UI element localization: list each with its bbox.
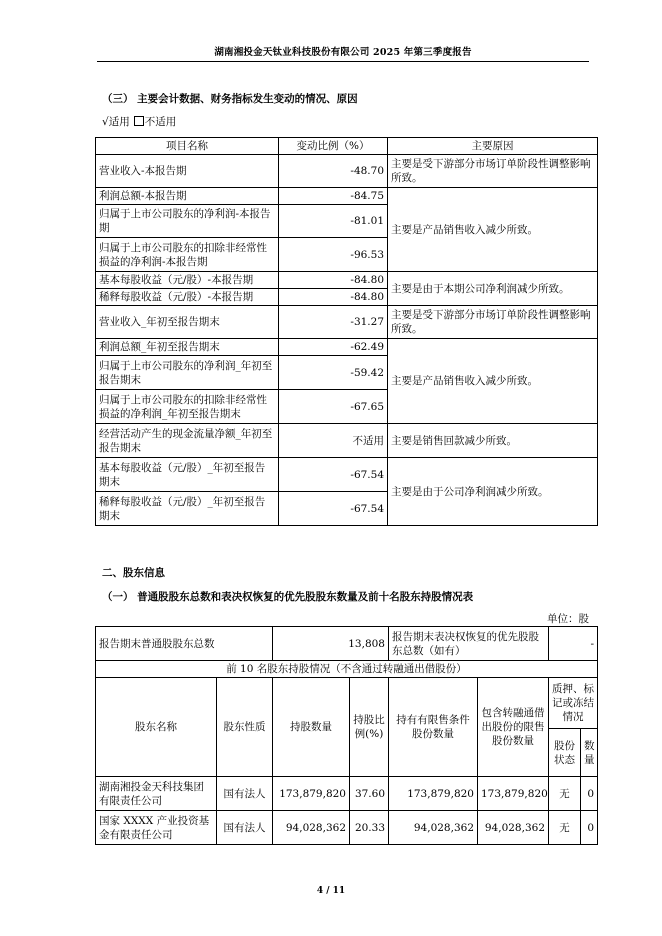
pledge-qty: 0 xyxy=(581,777,598,811)
col-header-reason: 主要原因 xyxy=(388,138,598,155)
col-header-pledge-status: 股份状态 xyxy=(549,729,581,777)
row-ratio: -84.80 xyxy=(279,272,388,289)
reason-cell: 主要是受下游部分市场订单阶段性调整影响所致。 xyxy=(388,155,598,188)
shareholder-restricted: 173,879,820 xyxy=(389,777,478,811)
row-item: 稀释每股收益（元/股）-本报告期 xyxy=(96,289,279,306)
row-item: 基本每股收益（元/股）_年初至报告期末 xyxy=(96,458,279,492)
row-ratio: -81.01 xyxy=(279,205,388,238)
row-item: 稀释每股收益（元/股）_年初至报告期末 xyxy=(96,492,279,526)
row-item: 营业收入-本报告期 xyxy=(96,155,279,188)
row-item: 归属于上市公司股东的扣除非经常性损益的净利润_年初至报告期末 xyxy=(96,390,279,424)
col-header-name: 股东名称 xyxy=(96,678,217,777)
reason-cell: 主要是产品销售收入减少所致。 xyxy=(388,339,598,424)
col-header-pledge-qty: 数量 xyxy=(581,729,598,777)
total-preferred-label: 报告期末表决权恢复的优先股股东总数（如有） xyxy=(389,627,549,661)
table-row xyxy=(96,811,598,845)
row-ratio: -96.53 xyxy=(279,238,388,272)
total-preferred-value: - xyxy=(549,627,598,661)
shareholder-shares: 94,028,362 xyxy=(273,811,350,845)
row-ratio: -67.65 xyxy=(279,390,388,424)
shareholder-ratio: 37.60 xyxy=(350,777,389,811)
page-header: 湖南湘投金天钛业科技股份有限公司 2025 年第三季度报告 xyxy=(214,47,472,58)
unit-label: 单位：股 xyxy=(547,613,589,625)
col-header-pledge: 质押、标记或冻结情况 xyxy=(549,678,598,729)
subsection-title-top10: （一） 普通股股东总数和表决权恢复的优先股股东数量及前十名股东持股情况表 xyxy=(102,591,474,603)
reason-cell: 主要是销售回款减少所致。 xyxy=(388,424,598,458)
col-header-restricted: 持有有限售条件股份数量 xyxy=(389,678,478,777)
col-header-shares: 持股数量 xyxy=(273,678,350,777)
shareholders-table xyxy=(95,626,598,845)
pledge-status: 无 xyxy=(549,777,581,811)
reason-cell: 主要是受下游部分市场订单阶段性调整影响所致。 xyxy=(388,306,598,339)
changes-table xyxy=(95,137,598,526)
row-ratio: -48.70 xyxy=(279,155,388,188)
total-common-value: 13,808 xyxy=(273,627,389,661)
row-item: 归属于上市公司股东的净利润-本报告期 xyxy=(96,205,279,238)
top10-caption: 前 10 名股东持股情况（不含通过转融通出借股份） xyxy=(96,661,598,678)
shareholder-ratio: 20.33 xyxy=(350,811,389,845)
shareholder-name: 湖南湘投金天科技集团有限责任公司 xyxy=(96,777,217,811)
header-divider xyxy=(97,61,589,62)
section-title-shareholders: 二、股东信息 xyxy=(102,567,165,579)
row-ratio: -59.42 xyxy=(279,356,388,390)
row-item: 归属于上市公司股东的净利润_年初至报告期末 xyxy=(96,356,279,390)
col-header-ratio: 持股比例(%) xyxy=(350,678,389,777)
applicable-label: 适用 xyxy=(108,116,130,128)
shareholder-restricted: 94,028,362 xyxy=(389,811,478,845)
applicability-line xyxy=(102,114,176,129)
col-header-ratio: 变动比例（%） xyxy=(279,138,388,155)
col-header-lent: 包含转融通借出股份的限售股份数量 xyxy=(478,678,549,777)
row-ratio: -67.54 xyxy=(279,458,388,492)
total-common-label: 报告期末普通股股东总数 xyxy=(96,627,273,661)
not-applicable-label: 不适用 xyxy=(144,116,177,128)
row-ratio: 不适用 xyxy=(279,424,388,458)
shareholder-nature: 国有法人 xyxy=(217,777,273,811)
row-item: 基本每股收益（元/股）-本报告期 xyxy=(96,272,279,289)
row-item: 利润总额-本报告期 xyxy=(96,188,279,205)
check-mark: √ xyxy=(102,116,109,128)
reason-cell: 主要是由于公司净利润减少所致。 xyxy=(388,458,598,526)
row-item: 利润总额_年初至报告期末 xyxy=(96,339,279,356)
row-ratio: -31.27 xyxy=(279,306,388,339)
shareholder-lent: 173,879,820 xyxy=(478,777,549,811)
row-item: 归属于上市公司股东的扣除非经常性损益的净利润-本报告期 xyxy=(96,238,279,272)
col-header-nature: 股东性质 xyxy=(217,678,273,777)
row-item: 营业收入_年初至报告期末 xyxy=(96,306,279,339)
shareholder-lent: 94,028,362 xyxy=(478,811,549,845)
shareholder-nature: 国有法人 xyxy=(217,811,273,845)
section-title-changes: （三） 主要会计数据、财务指标发生变动的情况、原因 xyxy=(102,93,358,105)
reason-cell: 主要是由于本期公司净利润减少所致。 xyxy=(388,272,598,306)
pledge-status: 无 xyxy=(549,811,581,845)
row-ratio: -84.75 xyxy=(279,188,388,205)
pledge-qty: 0 xyxy=(581,811,598,845)
shareholder-name: 国家 XXXX 产业投资基金有限责任公司 xyxy=(96,811,217,845)
row-item: 经营活动产生的现金流量净额_年初至报告期末 xyxy=(96,424,279,458)
row-ratio: -84.80 xyxy=(279,289,388,306)
col-header-item: 项目名称 xyxy=(96,138,279,155)
row-ratio: -62.49 xyxy=(279,339,388,356)
row-ratio: -67.54 xyxy=(279,492,388,526)
page-number: 4 / 11 xyxy=(316,886,346,896)
table-row xyxy=(96,777,598,811)
reason-cell: 主要是产品销售收入减少所致。 xyxy=(388,188,598,272)
checkbox-icon xyxy=(134,116,144,126)
shareholder-shares: 173,879,820 xyxy=(273,777,350,811)
